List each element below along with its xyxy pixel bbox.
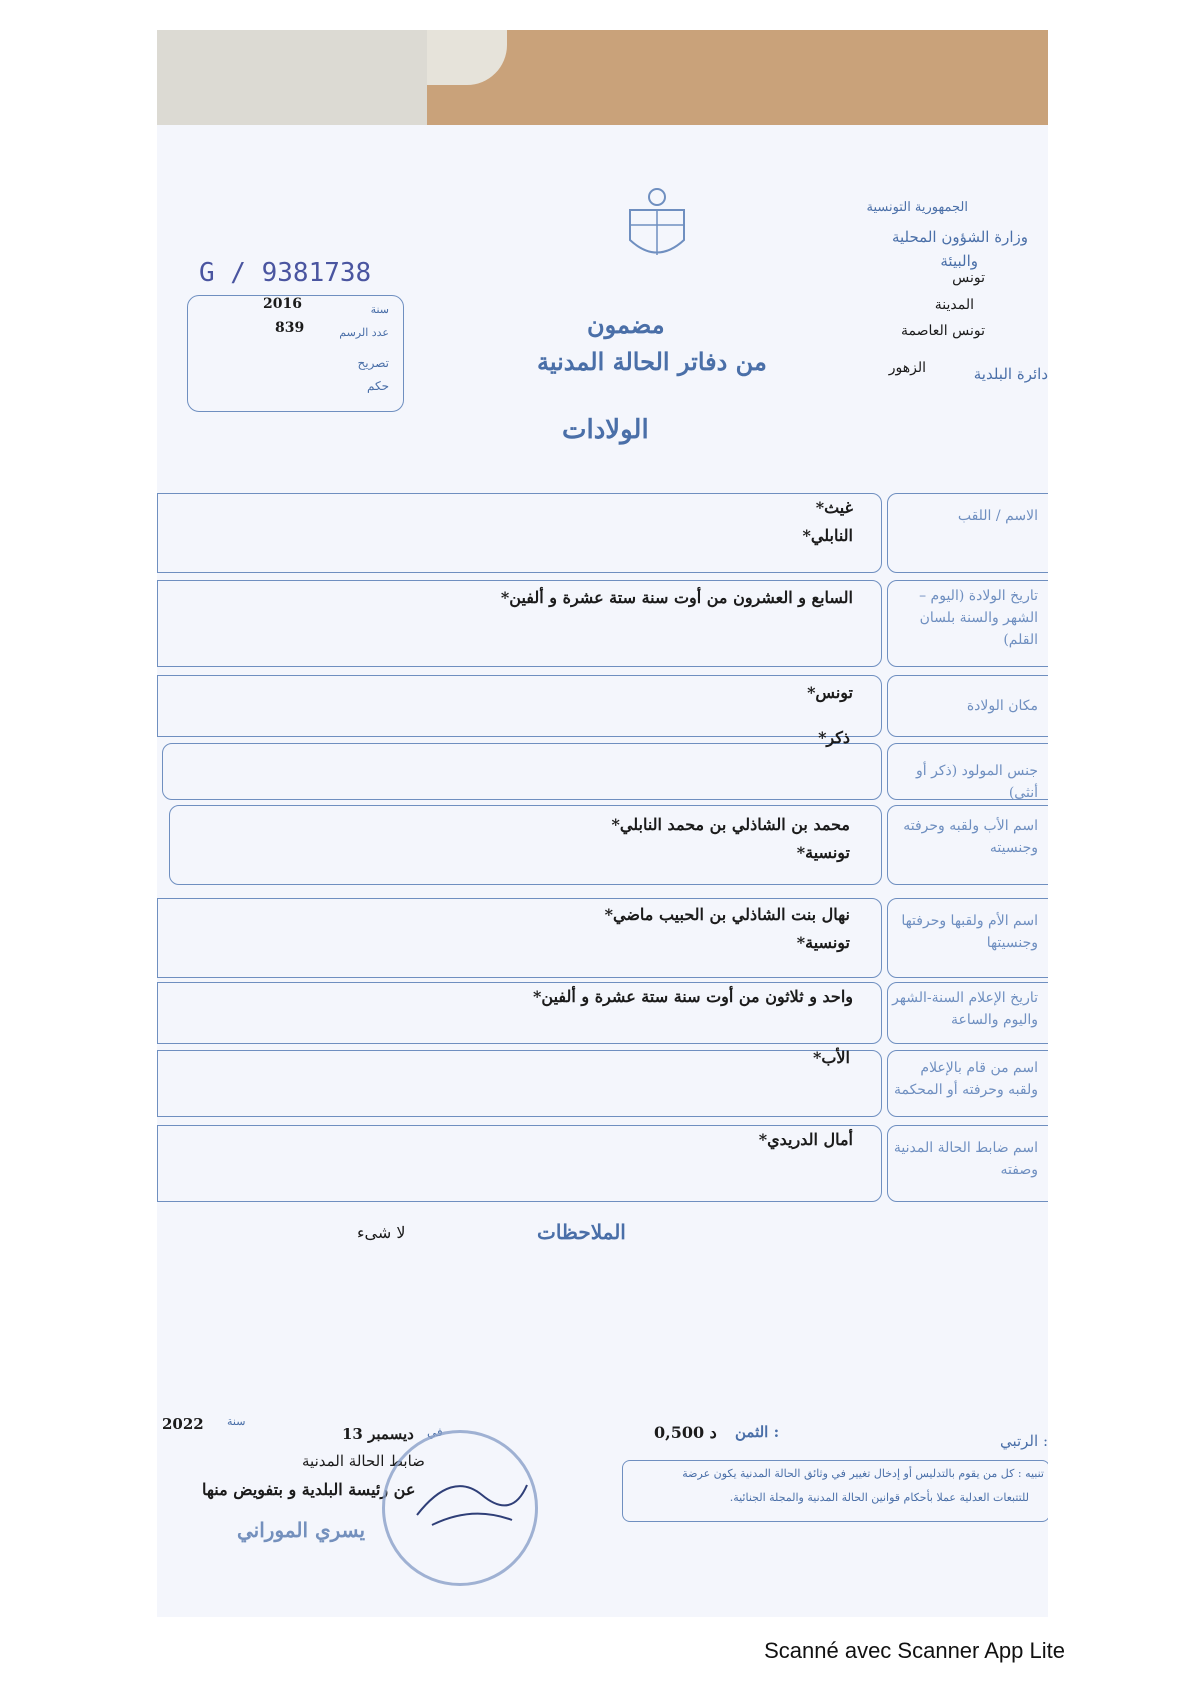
row-label: اسم الأم ولقبها وحرفتها وجنسيتها (901, 913, 1038, 951)
tunisia-emblem-icon (622, 185, 692, 265)
wilaya-value: تونس (952, 270, 985, 286)
births-title: الولادات (562, 415, 649, 445)
scanner-footer: Scanné avec Scanner App Lite (764, 1638, 1065, 1663)
judgment-label: حكم (366, 379, 389, 393)
district-value: الزهور (888, 360, 926, 376)
declaration-date-value: واحد و ثلاثون من أوت سنة ستة عشرة و ألفين* (533, 987, 853, 1006)
remarks-label: الملاحظات (537, 1220, 626, 1244)
price-label: الثمن : (735, 1423, 780, 1441)
cloth-fold (427, 30, 507, 85)
signature-icon (412, 1465, 532, 1535)
warning-line-1: تنبيه : كل من يقوم بالتدليس أو إدخال تغيير في وثائق الحالة المدنية يكون عرضة (682, 1467, 1044, 1480)
first-name-value: غيث* (815, 498, 853, 517)
row-label: اسم من قام بالإعلام ولقبه وحرفته أو المحكمة (893, 1060, 1038, 1098)
municipality-label: المدينة (934, 297, 974, 313)
officer-value: أمال الدريدي* (758, 1130, 853, 1149)
mother-nationality-value: تونسية* (796, 933, 850, 952)
register-box (187, 295, 404, 412)
issue-date-label: في (427, 1425, 443, 1439)
declarant-value: الأب* (813, 1048, 850, 1067)
title-line-1: مضمون (587, 310, 665, 339)
delegation-text: عن رئيسة البلدية و بتفويض منها (202, 1480, 416, 1499)
register-number: 839 (275, 320, 305, 336)
officer-title: ضابط الحالة المدنية (302, 1452, 425, 1470)
ministry-label: وزارة الشؤون المحلية (891, 228, 1028, 246)
cloth-background (157, 30, 427, 128)
title-line-2: من دفاتر الحالة المدنية (537, 347, 767, 376)
register-year-label: سنة (370, 303, 389, 316)
row-label: اسم الأب ولقبه وحرفته وجنسيته (903, 818, 1038, 856)
mother-value: نهال بنت الشاذلي بن الحبيب ماضي* (604, 905, 850, 924)
serial-number: G / 9381738 (199, 258, 372, 288)
municipality-value: تونس العاصمة (901, 323, 985, 339)
issue-year: 2022 (162, 1415, 204, 1433)
row-label: جنس المولود (ذكر أو أنثى) (915, 763, 1038, 801)
birth-place-value: تونس* (807, 683, 853, 702)
price-value: 0,500 د (654, 1423, 717, 1442)
issue-date: 13 ديسمبر (342, 1425, 414, 1443)
register-number-label: عدد الرسم (339, 326, 389, 339)
republic-label: الجمهورية التونسية (866, 200, 968, 215)
district-label: دائرة البلدية (973, 365, 1048, 383)
row-label: اسم ضابط الحالة المدنية وصفته (893, 1140, 1038, 1178)
last-name-value: النابلي* (802, 526, 853, 545)
row-label: الاسم / اللقب (957, 508, 1038, 524)
ministry-label-2: والبيئة (940, 252, 978, 270)
declaration-label: تصريح (357, 356, 389, 370)
birth-date-value: السابع و العشرون من أوت سنة ستة عشرة و ألفين* (500, 588, 853, 607)
register-year: 2016 (263, 296, 302, 312)
signer-name: يسري الموراني (237, 1518, 366, 1542)
warning-line-2: للتتبعات العدلية عملا بأحكام قوانين الحالة المدنية والمجلة الجنائية. (729, 1491, 1029, 1504)
father-value: محمد بن الشاذلي بن محمد النابلي* (611, 815, 850, 834)
row-value-box (157, 493, 882, 573)
row-label: تاريخ الإعلام السنة-الشهر واليوم والساعة (892, 990, 1038, 1028)
issue-year-label: سنة (227, 1415, 246, 1428)
row-label: مكان الولادة (966, 698, 1038, 714)
row-value-box (162, 743, 882, 800)
scanned-photo (157, 30, 1048, 1617)
remarks-value: لا شىء (357, 1223, 406, 1242)
row-value-box (157, 675, 882, 737)
birth-certificate (157, 125, 1048, 1617)
row-label: تاريخ الولادة (اليوم – الشهر والسنة بلسان القلم) (919, 588, 1038, 648)
warning-box (622, 1460, 1048, 1522)
serial-label: الرتبي : (999, 1432, 1048, 1450)
father-nationality-value: تونسية* (796, 843, 850, 862)
sex-value: ذكر* (818, 728, 850, 747)
row-value-box (157, 1050, 882, 1117)
